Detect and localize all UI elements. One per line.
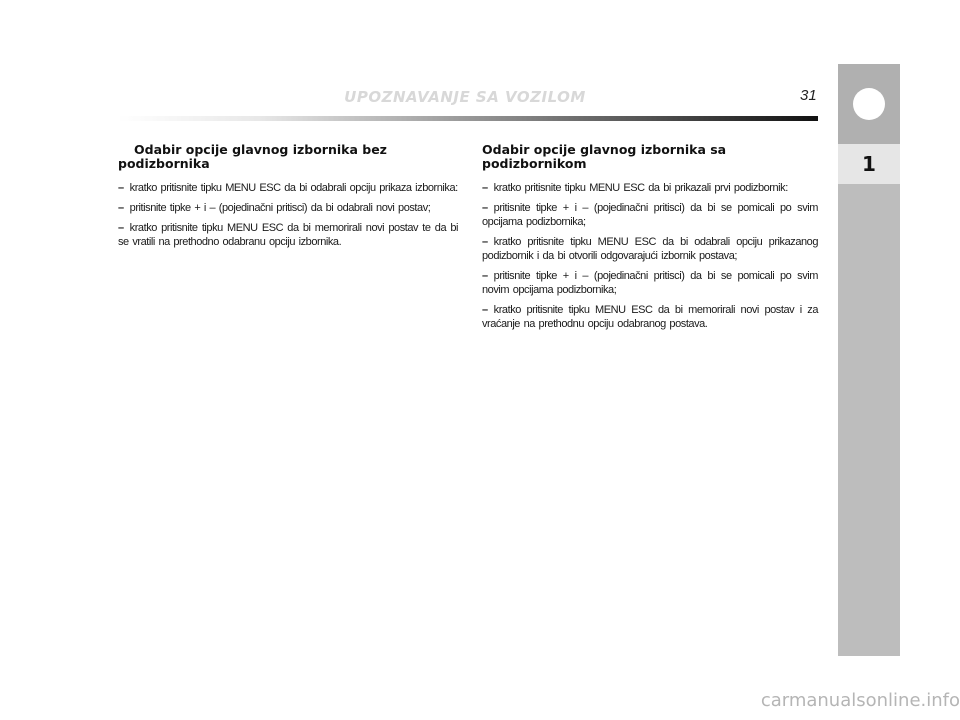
header-rule (118, 116, 818, 121)
instruction-item (482, 269, 818, 297)
instruction-text: kratko pritisnite tipku MENU ESC da bi odabrali opciju prikazanog podizbornik i da bi otvorili odgovarajući izbornik postava; (482, 236, 818, 262)
instruction-text: kratko pritisnite tipku MENU ESC da bi memorirali novi postav i za vraćanje na prethodnu opciju odabranog postava. (482, 304, 818, 330)
instruction-text: kratko pritisnite tipku MENU ESC da bi prikazali prvi podizbornik: (493, 182, 788, 194)
dash-bullet: – (118, 202, 124, 214)
section-heading-with-submenu: Odabir opcije glavnog izbornika sa podizbornikom (482, 142, 727, 171)
instruction-text: pritisnite tipke + i – (pojedinačni pritisci) da bi odabrali novi postav; (129, 202, 431, 214)
instruction-item (482, 235, 818, 263)
dash-bullet: – (118, 182, 124, 194)
instruction-item (118, 201, 458, 215)
dash-bullet: – (482, 182, 488, 194)
chapter-number: 1 (838, 144, 900, 184)
dash-bullet: – (482, 236, 488, 248)
instruction-text: pritisnite tipke + i – (pojedinačni pritisci) da bi se pomicali po svim opcijama podizbornika; (482, 202, 818, 228)
dash-bullet: – (118, 222, 124, 234)
instruction-item (118, 221, 458, 249)
instruction-item (482, 181, 818, 195)
instruction-item (482, 303, 818, 331)
chapter-tab-header (838, 64, 900, 144)
running-header-title: UPOZNAVANJE SA VOZILOM (344, 88, 586, 106)
watermark: carmanualsonline.info (760, 690, 960, 711)
page-number: 31 (800, 87, 817, 104)
dash-bullet: – (482, 270, 488, 282)
instruction-text: kratko pritisnite tipku MENU ESC da bi odabrali opciju prikaza izbornika: (129, 182, 458, 194)
dash-bullet: – (482, 304, 488, 316)
instruction-item (482, 201, 818, 229)
right-column (482, 143, 818, 337)
section-heading-without-submenu: Odabir opcije glavnog izbornika bez podizbornika (118, 142, 387, 171)
chapter-tab-strip (838, 64, 900, 656)
dash-bullet: – (482, 202, 488, 214)
instruction-text: pritisnite tipke + i – (pojedinačni pritisci) da bi se pomicali po svim novim opcijama podizbornika; (482, 270, 818, 296)
left-column (118, 143, 458, 255)
instruction-item (118, 181, 458, 195)
circle-icon (853, 88, 885, 120)
instruction-text: kratko pritisnite tipku MENU ESC da bi memorirali novi postav te da bi se vratili na prethodno odabranu opciju izbornika. (118, 222, 458, 248)
